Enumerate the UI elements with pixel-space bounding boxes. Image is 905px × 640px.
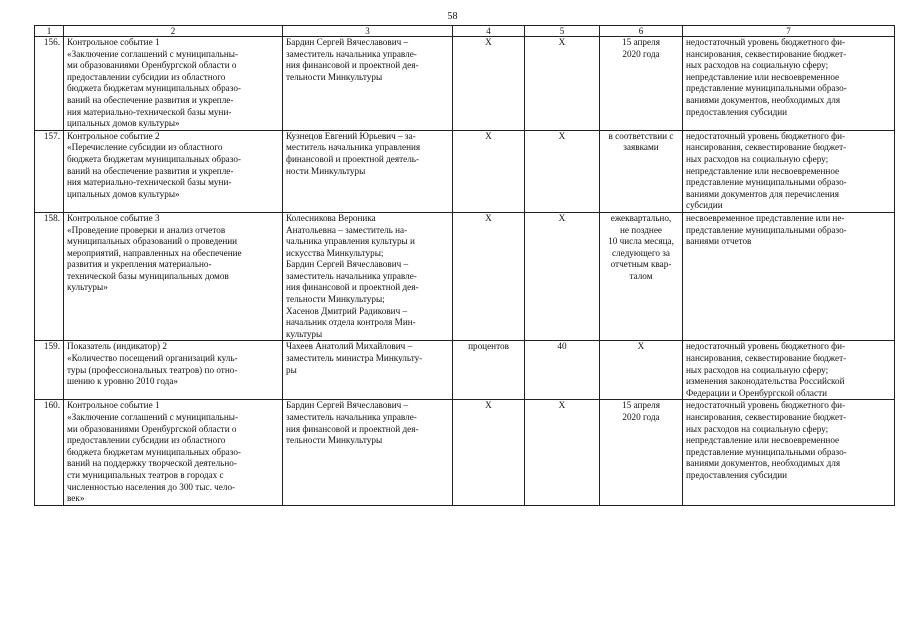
cell-line: ваний на обеспечение развития и укрепле- [67,165,234,176]
cell-line: искусства Минкультуры; [286,247,384,258]
cell-line: «Заключение соглашений с муниципальны- [67,412,239,422]
cell-line: ных расходов на социальную сферу; [686,153,829,164]
row-number-cell: 158. [35,212,64,341]
cell-line: муниципальных образований о проведении [67,236,238,247]
cell-line: представление муниципальными образо- [686,177,847,188]
cell-line: 2020 года [622,48,660,59]
cell-line: Федерации и Оренбургской области [686,387,827,398]
cell-line: 40 [557,341,567,352]
cell-line: ваниями документов, необходимых для [686,94,841,105]
cell-line: Х [558,212,566,223]
cell-line: нансирования, секвестирование бюджет- [686,353,847,364]
cell-line: Показатель (индикатор) 2 [67,341,167,352]
responsible-cell [283,212,453,341]
cell-line: недостаточный уровень бюджетного фи- [686,130,846,141]
cell-line: недостаточный уровень бюджетного фи- [686,341,846,352]
cell-line: предоставления субсидии [686,106,788,117]
row-number-cell: 156. [35,37,64,131]
event-cell [64,400,283,505]
risks-cell [683,341,895,400]
deadline-cell [600,212,683,341]
cell-line: Х [485,37,492,47]
cell-line: Бардин Сергей Вячеславович – [286,400,409,411]
value-cell [525,341,600,400]
cell-line: «Заключение соглашений с муниципальны- [67,48,239,59]
cell-line: непредставление или несвоевременное [686,71,840,82]
cell-line: культуры [286,328,323,339]
cell-line: меститель начальника управления [286,142,421,153]
deadline-cell [600,37,683,131]
cell-line: Контрольное событие 1 [67,400,160,411]
row-number-cell: 160. [35,400,64,505]
value-cell [525,400,600,505]
unit-cell [453,400,525,505]
table-row [35,212,895,341]
cell-line: ния финансовой и проектной дея- [286,282,419,293]
risks-cell [683,212,895,341]
cell-line: ных расходов на социальную сферу; [686,423,829,434]
cell-line: «Перечисление субсидии из областного [67,142,223,153]
cell-line: ния финансовой и проектной дея- [286,423,419,434]
responsible-cell [283,341,453,400]
risks-cell [683,400,895,505]
cell-line: Х [485,212,492,223]
table-row [35,341,895,400]
responsible-cell [283,37,453,131]
cell-line: представление муниципальными образо- [686,83,847,94]
page-number: 58 [447,11,458,22]
col-header: 3 [283,26,453,37]
cell-line: 15 апреля [622,37,660,47]
col-header: 7 [683,26,895,37]
col-header: 6 [600,26,683,37]
cell-line: изменения законодательства Российской [686,376,845,387]
table-row [35,400,895,505]
deadline-cell [600,130,683,212]
value-cell [525,130,600,212]
cell-line: бюджета бюджетам муниципальных образо- [67,446,241,457]
cell-line: Х [558,400,566,411]
deadline-cell [600,400,683,505]
cell-line: заявками [623,142,659,153]
event-cell [64,37,283,131]
cell-line: заместитель начальника управле- [286,48,417,59]
cell-line: ципальных домов культуры» [67,188,180,199]
row-number-cell: 157. [35,130,64,212]
cell-line: век» [67,493,85,504]
cell-line: Анатольевна – заместитель на- [286,224,408,235]
unit-cell [453,130,525,212]
cell-line: несвоевременное представление или не- [686,212,845,223]
responsible-cell [283,130,453,212]
cell-line: не позднее [619,224,662,235]
col-header: 2 [64,26,283,37]
cell-line: «Проведение проверки и анализ отчетов [67,224,226,235]
risks-cell [683,37,895,131]
cell-line: Бардин Сергей Вячеславович – [286,37,409,47]
unit-cell [453,212,525,341]
value-cell [525,37,600,131]
cell-line: ми образованиями Оренбургской области о [67,423,237,434]
cell-line: тельности Минкультуры [286,71,383,82]
cell-line: Контрольное событие 2 [67,130,160,141]
cell-line: шению к уровню 2010 года» [67,376,178,387]
cell-line: Хасенов Дмитрий Радикович – [286,305,408,316]
cell-line: предоставления субсидии [686,469,788,480]
cell-line: финансовой и проектной деятель- [286,153,420,164]
deadline-cell [600,341,683,400]
cell-line: чальника управления культуры и [286,236,415,247]
cell-line: заместитель министра Минкульту- [286,353,423,364]
cell-line: 15 апреля [622,400,660,411]
cell-line: ваний на поддержку творческой деятельно- [67,458,237,469]
cell-line: культуры» [67,282,108,293]
cell-line: Бардин Сергей Вячеславович – [286,259,409,270]
cell-line: следующего за [611,247,671,258]
col-header: 5 [525,26,600,37]
cell-line: Кузнецов Евгений Юрьевич – за- [286,130,416,141]
cell-line: бюджета бюджетам муниципальных образо- [67,153,241,164]
cell-line: предоставлении субсидии из областного [67,71,226,82]
cell-line: туры (профессиональных театров) по отно- [67,364,238,375]
plan-table [34,25,895,506]
cell-line: ваний на обеспечение развития и укрепле- [67,94,234,105]
cell-line: ваниями документов, необходимых для [686,458,841,469]
cell-line: талом [629,270,653,281]
event-cell [64,341,283,400]
cell-line: предоставлении субсидии из областного [67,435,226,446]
cell-line: нансирования, секвестирование бюджет- [686,412,847,422]
cell-line: процентов [468,341,509,352]
cell-line: субсидии [686,200,723,211]
cell-line: непредставление или несвоевременное [686,165,840,176]
cell-line: численностью населения до 300 тыс. чело- [67,481,236,492]
col-header: 1 [35,26,64,37]
cell-line: ности Минкультуры [286,165,366,176]
cell-line: представление муниципальными образо- [686,446,847,457]
event-cell [64,130,283,212]
cell-line: Х [558,130,566,141]
cell-line: представление муниципальными образо- [686,224,847,235]
cell-line: нансирования, секвестирование бюджет- [686,142,847,153]
cell-line: недостаточный уровень бюджетного фи- [686,37,846,47]
cell-line: мероприятий, направленных на обеспечение [67,247,242,258]
cell-line: Х [485,400,492,411]
cell-line: ми образованиями Оренбургской области о [67,60,237,71]
cell-line: «Количество посещений организаций куль- [67,353,238,364]
cell-line: тельности Минкультуры [286,435,383,446]
cell-line: развития и укрепления материально- [67,259,212,270]
table-row [35,37,895,131]
cell-line: ры [286,364,297,375]
cell-line: в соответствии с [608,130,674,141]
risks-cell [683,130,895,212]
row-number-cell: 159. [35,341,64,400]
cell-line: ных расходов на социальную сферу; [686,60,829,71]
cell-line: ния материально-технической базы муни- [67,177,232,188]
cell-line: Х [558,37,566,47]
cell-line: Колесникова Вероника [286,212,376,223]
cell-line: нансирования, секвестирование бюджет- [686,48,847,59]
cell-line: Чахеев Анатолий Михайлович – [286,341,413,352]
cell-line: заместитель начальника управле- [286,412,417,422]
cell-line: начальник отдела контроля Мин- [286,317,416,328]
cell-line: ваниями отчетов [686,236,752,247]
cell-line: 2020 года [622,412,660,422]
cell-line: Контрольное событие 1 [67,37,160,47]
unit-cell [453,37,525,131]
cell-line: ния материально-технической базы муни- [67,106,232,117]
cell-line: 10 числа месяца, [608,236,674,247]
cell-line: заместитель начальника управле- [286,270,417,281]
unit-cell [453,341,525,400]
value-cell [525,212,600,341]
table-row [35,130,895,212]
cell-line: технической базы муниципальных домов [67,270,229,281]
cell-line: ных расходов на социальную сферу; [686,364,829,375]
cell-line: тельности Минкультуры; [286,294,385,305]
cell-line: Х [485,130,492,141]
cell-line: ния финансовой и проектной дея- [286,60,419,71]
cell-line: бюджета бюджетам муниципальных образо- [67,83,241,94]
cell-line: отчетным квар- [610,259,672,270]
col-header: 4 [453,26,525,37]
responsible-cell [283,400,453,505]
cell-line: недостаточный уровень бюджетного фи- [686,400,846,411]
cell-line: сти муниципальных театров в городах с [67,469,224,480]
cell-line: Контрольное событие 3 [67,212,160,223]
event-cell [64,212,283,341]
column-number-row [35,26,895,37]
cell-line: ципальных домов культуры» [67,118,180,129]
cell-line: ежеквартально, [610,212,672,223]
cell-line: непредставление или несвоевременное [686,435,840,446]
cell-line: ваниями документов для перечисления [686,188,839,199]
cell-line: Х [637,341,645,352]
